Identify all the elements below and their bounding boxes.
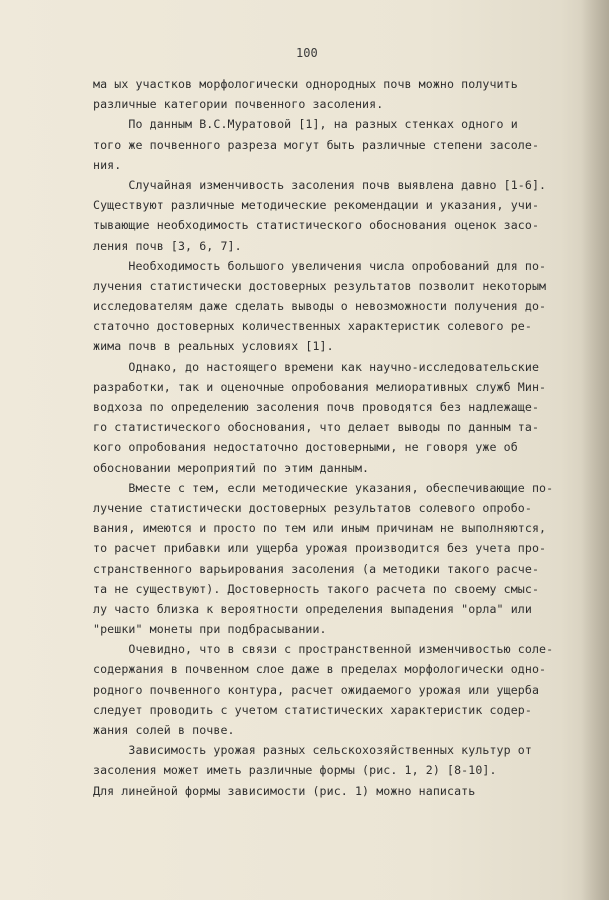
text-line: разработки, так и оценочные опробования мелиоративных служб Мин- <box>93 379 547 394</box>
text-line: ма ых участков морфологически однородных почв можно получить <box>93 77 518 91</box>
text-line: жима почв в реальных условиях [1]. <box>93 339 334 354</box>
text-line: водхоза по определению засоления почв проводятся без надлежаще- <box>93 400 540 414</box>
text-line: того же почвенного разреза могут быть различные степени засоле- <box>93 137 540 152</box>
text-line: жания солей в почве. <box>93 723 235 737</box>
text-line: различные категории почвенного засоления. <box>93 97 384 112</box>
text-line: Существуют различные методические рекомендации и указания, учи- <box>93 198 540 213</box>
text-line: лучения статистически достоверных результатов позволит некоторым <box>93 278 547 293</box>
text-line: Зависимость урожая разных сельскохозяйственных культур от <box>93 743 532 758</box>
text-line: Очевидно, что в связи с пространственной изменчивостью соле- <box>93 642 554 657</box>
text-line: следует проводить с учетом статистических характеристик содер- <box>93 702 532 717</box>
text-line: исследователям даже сделать выводы о невозможности получения до- <box>93 299 547 314</box>
text-line: "решки" монеты при подбрасывании. <box>93 622 327 637</box>
text-line: статочно достоверных количественных характеристик солевого ре- <box>93 319 532 334</box>
text-line: засоления может иметь различные формы (рис. 1, 2) [8-10]. <box>93 763 497 778</box>
text-line: Вместе с тем, если методические указания, обеспечивающие по- <box>93 480 554 495</box>
text-line: го статистического обоснования, что делает выводы по данным та- <box>93 420 540 435</box>
page-number: 100 <box>296 46 318 60</box>
text-line: та не существуют). Достоверность такого расчета по своему смыс- <box>93 581 540 596</box>
text-line: родного почвенного контура, расчет ожидаемого урожая или ущерба <box>93 682 540 697</box>
text-line: содержания в почвенном слое даже в пределах морфологически одно- <box>93 662 547 677</box>
text-line: Для линейной формы зависимости (рис. 1) можно написать <box>93 783 476 798</box>
text-line: кого опробования недостаточно достоверными, не говоря уже об <box>93 440 518 455</box>
text-line: вания, имеются и просто по тем или иным причинам не выполняются, <box>93 521 547 536</box>
text-line: то расчет прибавки или ущерба урожая производится без учета про- <box>93 541 547 556</box>
text-line: Необходимость большого увеличения числа опробований для по- <box>93 258 547 273</box>
body-text <box>93 74 575 801</box>
text-line: Случайная изменчивость засоления почв выявлена давно [1-6]. <box>93 177 547 192</box>
text-line: странственного варьирования засоления (а методики такого расче- <box>93 561 540 576</box>
text-line: лу часто близка к вероятности определения выпадения "орла" или <box>93 601 532 616</box>
text-line: лучение статистически достоверных результатов солевого опробо- <box>93 500 532 515</box>
text-line: ния. <box>93 157 122 172</box>
text-line: обосновании мероприятий по этим данным. <box>93 460 370 475</box>
text-line: ления почв [3, 6, 7]. <box>93 238 242 253</box>
text-line: По данным В.С.Муратовой [1], на разных стенках одного и <box>93 117 518 132</box>
text-line: тывающие необходимость статистического обоснования оценок засо- <box>93 218 540 233</box>
page-edge-shadow <box>581 0 609 900</box>
text-line: Однако, до настоящего времени как научно-исследовательские <box>93 359 540 374</box>
